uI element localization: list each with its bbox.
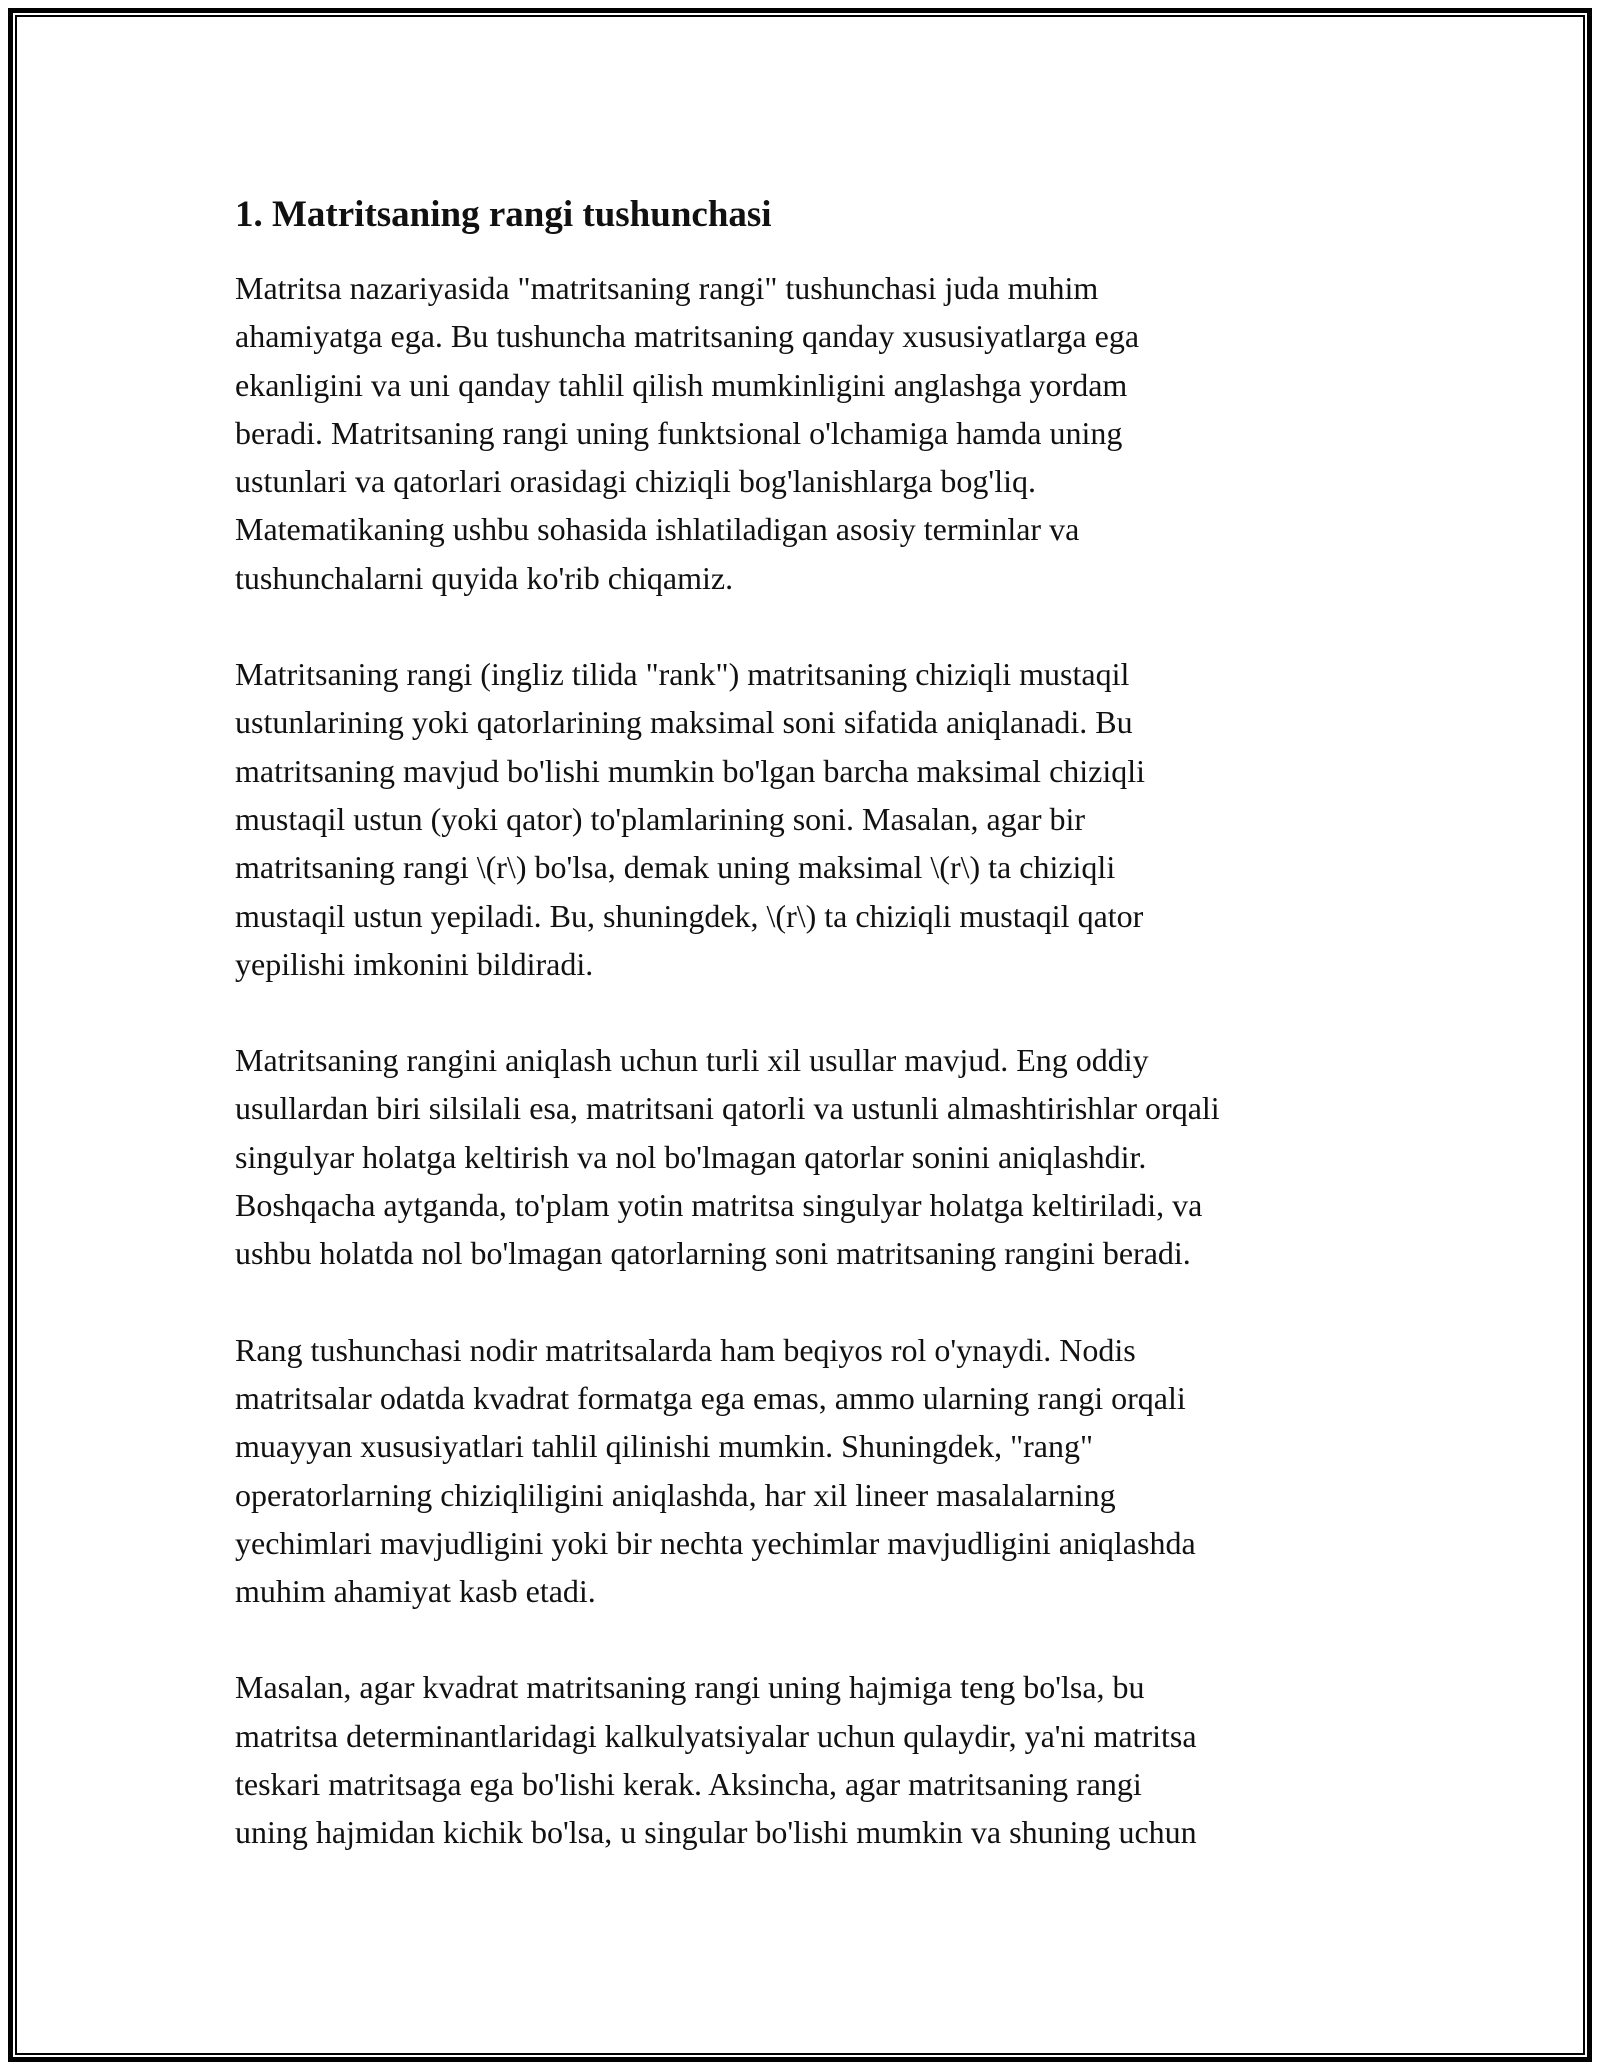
paragraph-rank-methods: Matritsaning rangini aniqlash uchun turli xil usullar mavjud. Eng oddiy usullardan biri silsilali esa, matritsani qatorli va ustunli almashtirishlar orqali singulyar holatga keltirish va nol bo'lmagan qatorlar sonini aniqlashdir. Boshqacha aytganda, to'plam yotin matritsa singulyar holatga keltiriladi, va ushbu holatda nol bo'lmagan qatorlarning soni matritsaning rangini beradi.: [235, 1042, 1220, 1272]
section-heading: 1. Matritsaning rangi tushunchasi: [235, 194, 772, 235]
paragraph-rank-role: Rang tushunchasi nodir matritsalarda ham beqiyos rol o'ynaydi. Nodis matritsalar odatda kvadrat formatga ega emas, ammo ularning rangi orqali muayyan xususiyatlari tahlil qilinishi mumkin. Shuningdek, "rang" operatorlarning chiziqliligini aniqlashda, har xil lineer masalalarning yechimlari mavjudligini yoki bir nechta yechimlar mavjudligini aniqlashda muhim ahamiyat kasb etadi.: [235, 1331, 1196, 1610]
paragraph-rank-definition: Matritsaning rangi (ingliz tilida "rank") matritsaning chiziqli mustaqil ustunlarining yoki qatorlarining maksimal soni sifatida aniqlanadi. Bu matritsaning mavjud bo'lishi mumkin bo'lgan barcha maksimal chiziqli mustaqil ustun (yoki qator) to'plamlarining soni. Masalan, agar bir matritsaning rangi \(r\) bo'lsa, demak uning maksimal \(r\) ta chiziqli mustaqil ustun yepiladi. Bu, shuningdek, \(r\) ta chiziqli mustaqil qator yepilishi imkonini bildiradi.: [235, 656, 1146, 982]
paragraph-rank-example: Masalan, agar kvadrat matritsaning rangi uning hajmiga teng bo'lsa, bu matritsa determinantlaridagi kalkulyatsiyalar uchun qulaydir, ya'ni matritsa teskari matritsaga ega bo'lishi kerak. Aksincha, agar matritsaning rangi uning hajmidan kichik bo'lsa, u singular bo'lishi mumkin va shuning uchun: [235, 1669, 1197, 1851]
document-body: [235, 188, 1375, 1905]
paragraph-intro: Matritsa nazariyasida "matritsaning rangi" tushunchasi juda muhim ahamiyatga ega. Bu tushuncha matritsaning qanday xususiyatlarga ega ekanligini va uni qanday tahlil qilish mumkinligini anglashga yordam beradi. Matritsaning rangi uning funktsional o'lchamiga hamda uning ustunlari va qatorlari orasidagi chiziqli bog'lanishlarga bog'liq. Matematikaning ushbu sohasida ishlatiladigan asosiy terminlar va tushunchalarni quyida ko'rib chiqamiz.: [235, 270, 1140, 596]
